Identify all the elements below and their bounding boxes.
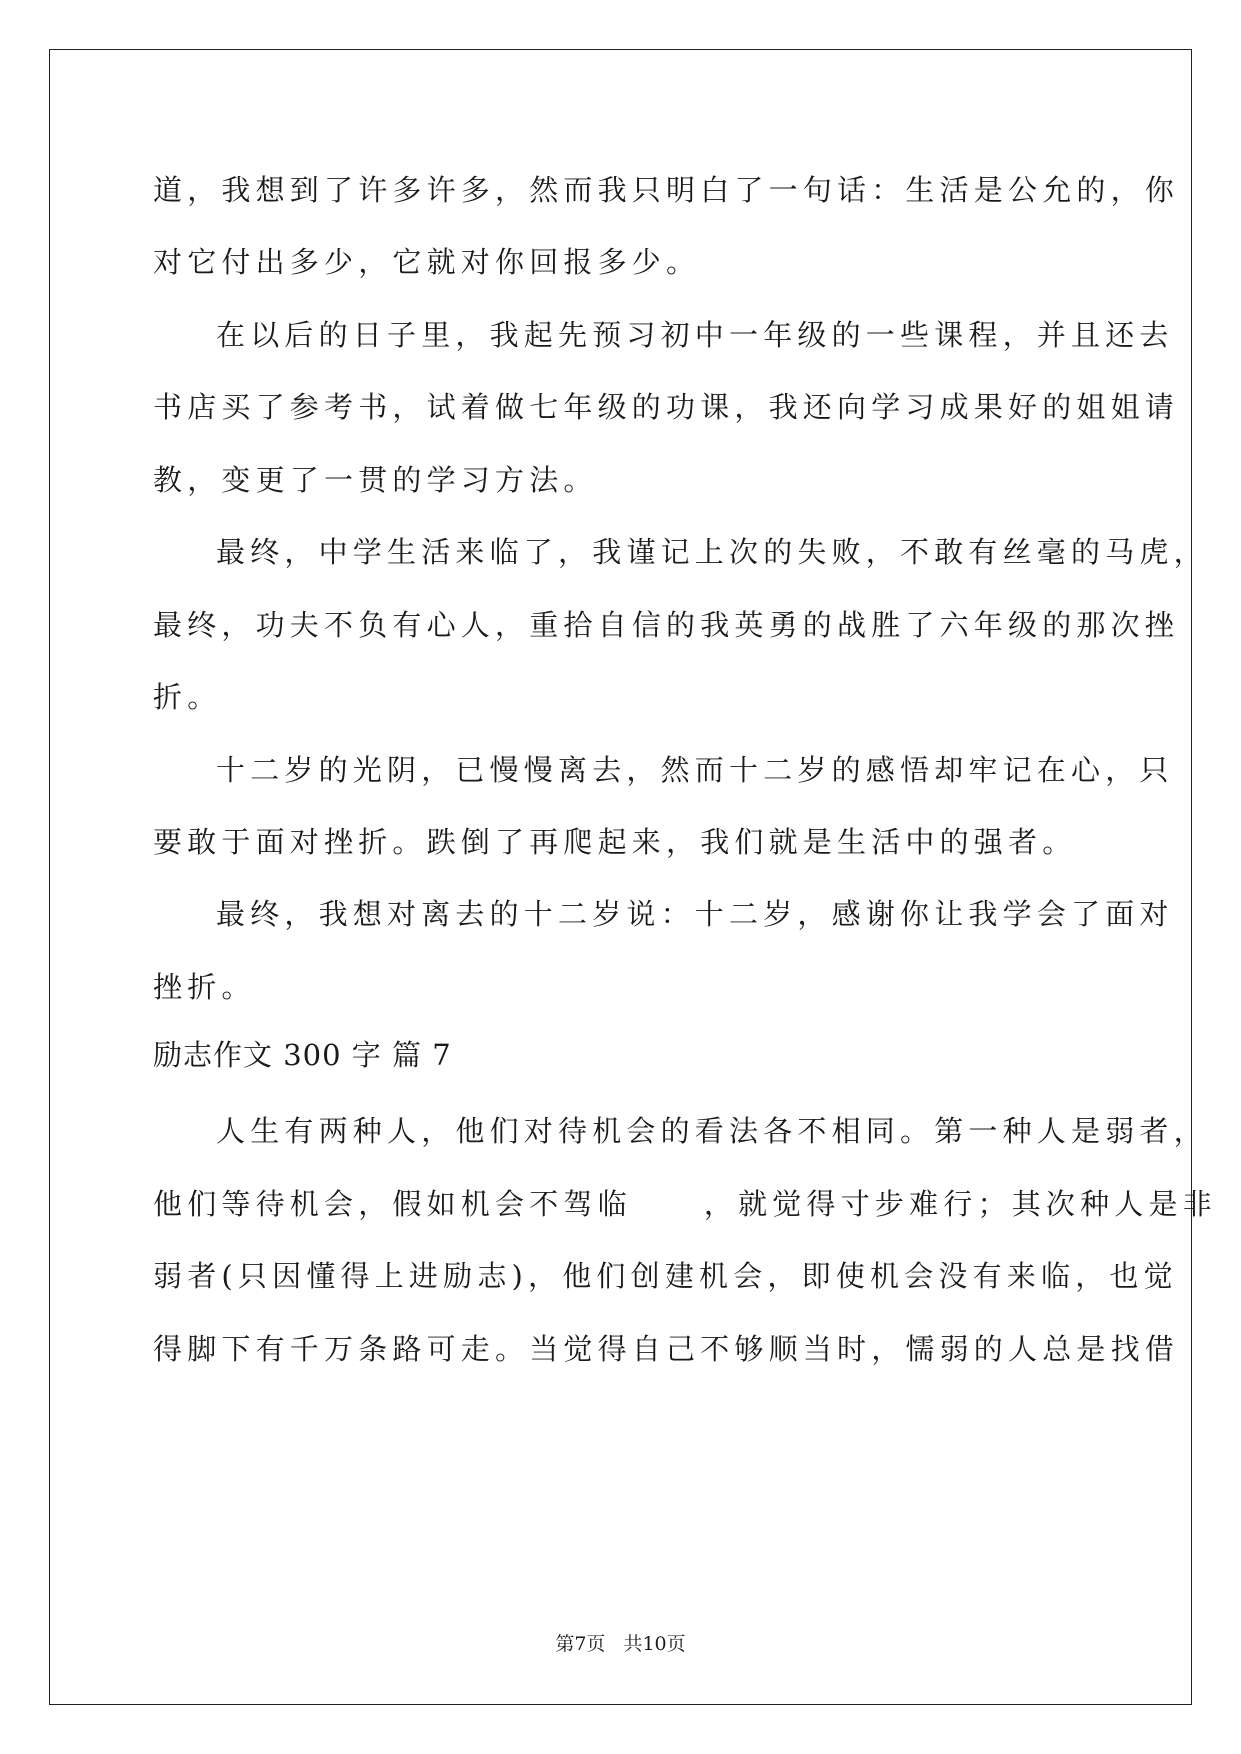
paragraph-start: 人生有两种人，他们对待机会的看法各不相同。第一种人是弱者， (216, 1114, 1208, 1148)
text-line: 要敢于面对挫折。跌倒了再爬起来，我们就是生活中的强者。 (153, 825, 1077, 859)
section-heading: 励志作文 300 字 篇 7 (153, 1038, 452, 1072)
page-total: 共10页 (623, 1633, 686, 1655)
paragraph-start: 在以后的日子里，我起先预习初中一年级的一些课程，并且还去 (216, 318, 1174, 352)
paragraph-start: 十二岁的光阴，已慢慢离去，然而十二岁的感悟却牢记在心，只 (216, 753, 1174, 787)
text-line: 教，变更了一贯的学习方法。 (153, 463, 598, 497)
page-number: 第7页 (555, 1633, 606, 1655)
paragraph-start: 最终，我想对离去的十二岁说：十二岁，感谢你让我学会了面对 (216, 897, 1174, 931)
text-line: 折。 (153, 680, 222, 714)
text-line: 对它付出多少，它就对你回报多少。 (153, 245, 701, 279)
text-line: 最终，功夫不负有心人，重拾自信的我英勇的战胜了六年级的那次挫 (153, 608, 1180, 642)
text-line: 得脚下有千万条路可走。当觉得自己不够顺当时，懦弱的人总是找借 (153, 1332, 1180, 1366)
paragraph-start: 最终，中学生活来临了，我谨记上次的失败，不敢有丝毫的马虎， (216, 535, 1208, 569)
text-line: 书店买了参考书，试着做七年级的功课，我还向学习成果好的姐姐请 (153, 390, 1180, 424)
page-footer (0, 1632, 1241, 1656)
text-line: 道，我想到了许多许多，然而我只明白了一句话：生活是公允的，你 (153, 173, 1180, 207)
text-line: 挫折。 (153, 970, 256, 1004)
page-border (49, 49, 1192, 1705)
text-line: 他们等待机会，假如机会不驾临 ，就觉得寸步难行；其次种人是非 (153, 1187, 1217, 1221)
text-line: 弱者(只因懂得上进励志)，他们创建机会，即使机会没有来临，也觉 (153, 1259, 1178, 1293)
